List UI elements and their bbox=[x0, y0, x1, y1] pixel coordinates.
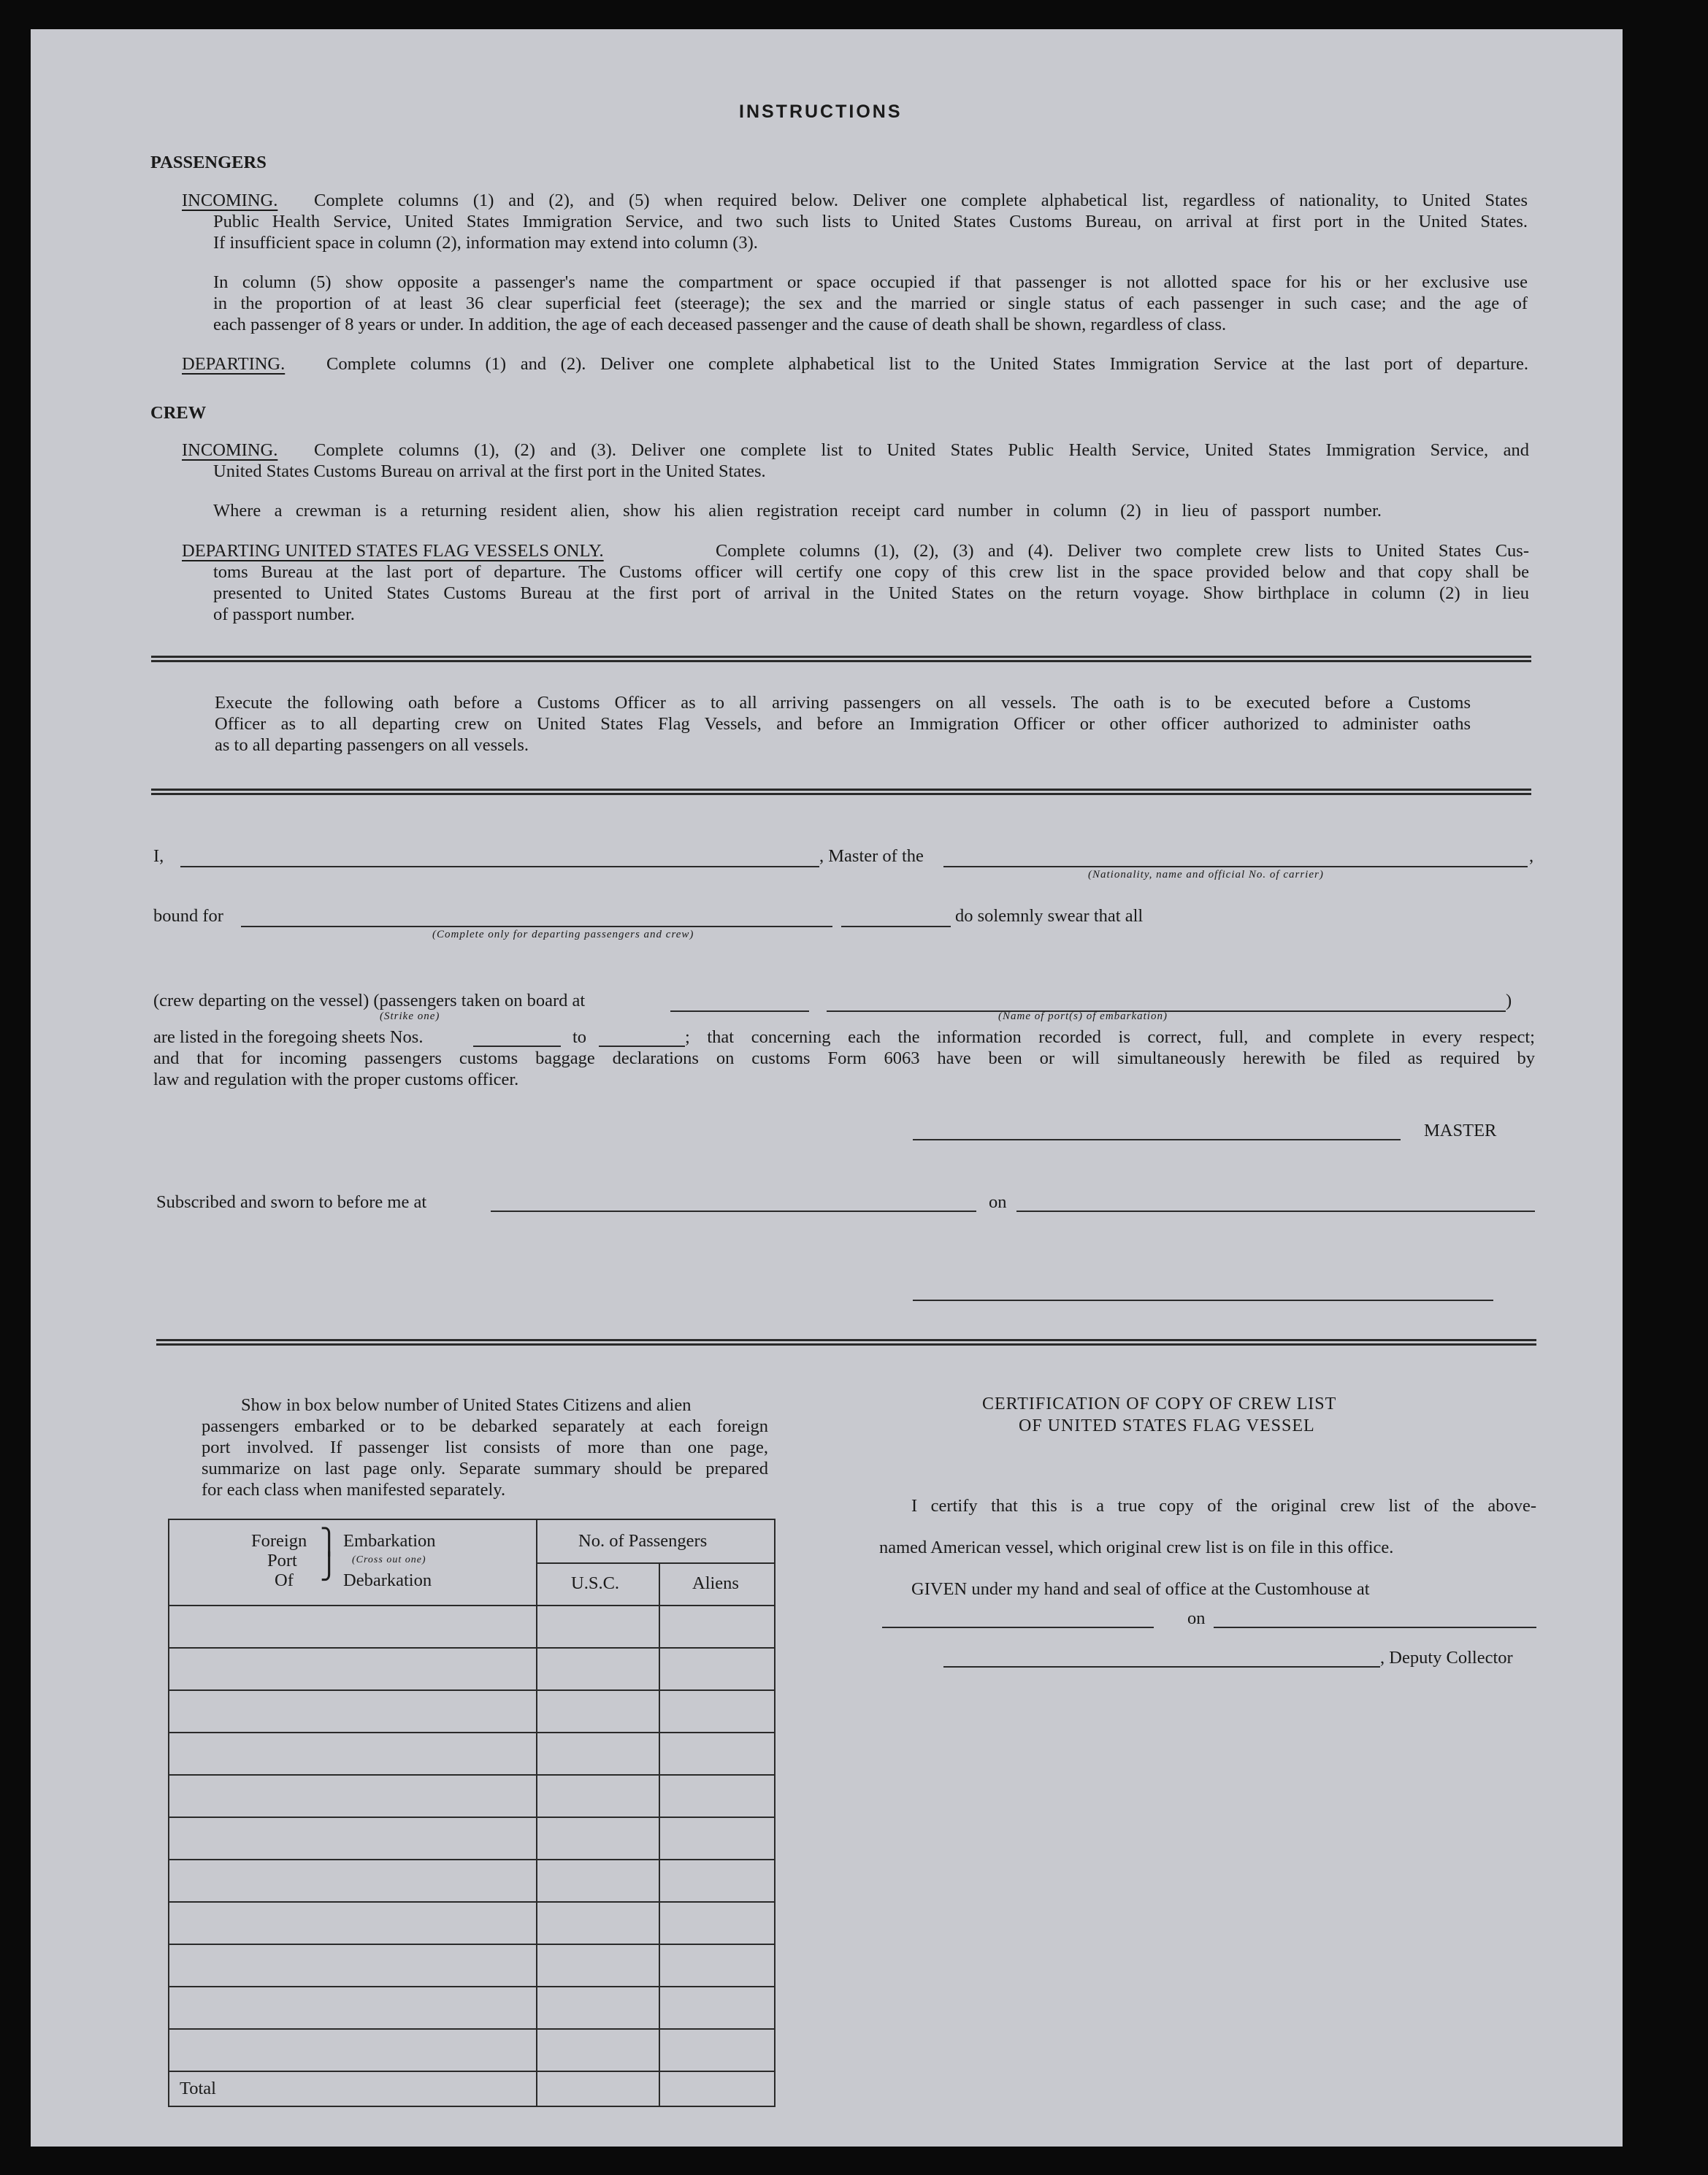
passenger-summary-table bbox=[168, 1519, 776, 2107]
oath-line-2: and that for incoming passengers customs baggage declarations on customs Form 6063 have been or will simultaneously herewith be filed as required by bbox=[153, 1048, 1535, 1068]
listed-text-b: ; that concerning each the information recorded is correct, full, and complete in every respect; bbox=[685, 1027, 1535, 1047]
master-label: MASTER bbox=[1424, 1121, 1497, 1140]
usc-header: U.S.C. bbox=[571, 1573, 620, 1593]
bound-for-caption: (Complete only for departing passengers and crew) bbox=[432, 929, 694, 940]
passengers-heading: PASSENGERS bbox=[150, 153, 267, 172]
form-page bbox=[31, 29, 1623, 2147]
cross-out-caption: (Cross out one) bbox=[352, 1554, 426, 1565]
total-label: Total bbox=[180, 2079, 216, 2098]
passengers-incoming-line-1: Complete columns (1) and (2), and (5) when required below. Deliver one complete alphabetical list, regardless of nationality, to United States bbox=[314, 191, 1528, 210]
certification-on: on bbox=[1187, 1608, 1206, 1628]
crew-incoming-line-2: United States Customs Bureau on arrival at the first port in the United States. bbox=[213, 461, 766, 481]
bound-for-label: bound for bbox=[153, 906, 223, 926]
aliens-header: Aliens bbox=[692, 1573, 739, 1593]
oath-instruction-line-1: Execute the following oath before a Customs Officer as to all arriving passengers on all vessels. The oath is to be executed before a Customs bbox=[215, 693, 1471, 713]
bound-for-field-2[interactable] bbox=[841, 926, 951, 927]
summary-instruction-line-5: for each class when manifested separately. bbox=[202, 1480, 506, 1500]
oath-instruction-line-3: as to all departing passengers on all vessels. bbox=[215, 735, 529, 755]
passengers-departing-text: Complete columns (1) and (2). Deliver one complete alphabetical list to the United States Immigration Service at the last port of departure. bbox=[326, 354, 1528, 374]
crew-departing-line-2: toms Bureau at the last port of departure. The Customs officer will certify one copy of this crew list in the space provided below and that copy shall be bbox=[213, 562, 1529, 582]
crew-incoming-label: INCOMING. bbox=[182, 440, 278, 460]
foreign-label: Foreign bbox=[251, 1531, 307, 1551]
crew-incoming-line-1: Complete columns (1), (2) and (3). Deliver one complete list to United States Public Health Service, United States Immigration Service, and bbox=[314, 440, 1529, 460]
port-label: Port bbox=[267, 1551, 297, 1570]
certification-line-1: I certify that this is a true copy of the original crew list of the above- bbox=[911, 1496, 1536, 1516]
swear-label: do solemnly swear that all bbox=[955, 906, 1144, 926]
ports-caption: (Name of port(s) of embarkation) bbox=[998, 1010, 1168, 1022]
no-passengers-header: No. of Passengers bbox=[578, 1531, 708, 1551]
subscribed-place-field[interactable] bbox=[491, 1211, 976, 1212]
master-of-the-label: , Master of the bbox=[819, 846, 924, 866]
passengers-departing-label: DEPARTING. bbox=[182, 354, 286, 374]
divider-2 bbox=[151, 789, 1531, 795]
passengers-incoming-label: INCOMING. bbox=[182, 191, 278, 210]
brace-icon-top: ⎫ bbox=[320, 1529, 339, 1556]
bound-for-field[interactable] bbox=[241, 926, 832, 927]
debarkation-label: Debarkation bbox=[343, 1570, 432, 1590]
deputy-collector-signature-field[interactable] bbox=[943, 1666, 1380, 1668]
embarkation-label: Embarkation bbox=[343, 1531, 436, 1551]
oath-i-label: I, bbox=[153, 846, 164, 866]
oath-line-3: law and regulation with the proper customs officer. bbox=[153, 1070, 519, 1089]
passengers-col5-line-1: In column (5) show opposite a passenger's name the compartment or space occupied if that passenger is not allotted space for his or her exclusive use bbox=[213, 272, 1528, 292]
subscribed-label: Subscribed and sworn to before me at bbox=[156, 1192, 427, 1212]
crew-returning-text: Where a crewman is a returning resident alien, show his alien registration receipt card number in column (2) in lieu of passport number. bbox=[213, 501, 1382, 521]
sheet-from-field[interactable] bbox=[473, 1046, 561, 1047]
crew-passengers-label: (crew departing on the vessel) (passengers taken on board at bbox=[153, 991, 586, 1010]
crew-departing-line-3: presented to United States Customs Bureau at the first port of arrival in the United States on the return voyage. Show birthplace in column (2) in lieu bbox=[213, 583, 1529, 603]
passengers-incoming-line-3: If insufficient space in column (2), information may extend into column (3). bbox=[213, 233, 758, 253]
crew-departing-label: DEPARTING UNITED STATES FLAG VESSELS ONLY. bbox=[182, 541, 604, 561]
subscribed-date-field[interactable] bbox=[1016, 1211, 1535, 1212]
certification-title-1: CERTIFICATION OF COPY OF CREW LIST bbox=[982, 1395, 1337, 1413]
crew-departing-line-4: of passport number. bbox=[213, 605, 355, 624]
passengers-col5-line-3: each passenger of 8 years or under. In addition, the age of each deceased passenger and the cause of death shall be shown, regardless of class. bbox=[213, 315, 1227, 334]
certification-line-2: named American vessel, which original crew list is on file in this office. bbox=[879, 1538, 1394, 1557]
divider-1 bbox=[151, 656, 1531, 662]
oath-instruction-line-2: Officer as to all departing crew on United States Flag Vessels, and before an Immigration Officer or other officer authorized to administer oaths bbox=[215, 714, 1471, 734]
ports-field[interactable] bbox=[670, 1010, 809, 1012]
oath-comma: , bbox=[1529, 846, 1534, 866]
crew-departing-line-1: Complete columns (1), (2), (3) and (4). Deliver two complete crew lists to United States Cus- bbox=[716, 541, 1529, 561]
carrier-caption: (Nationality, name and official No. of carrier) bbox=[1088, 869, 1324, 881]
officer-signature-field[interactable] bbox=[913, 1300, 1493, 1301]
customhouse-date-field[interactable] bbox=[1214, 1627, 1536, 1628]
summary-instruction-line-3: port involved. If passenger list consists of more than one page, bbox=[202, 1438, 768, 1457]
crew-heading: CREW bbox=[150, 403, 207, 423]
of-label: Of bbox=[275, 1570, 294, 1590]
brace-icon-bottom: ⎭ bbox=[320, 1554, 339, 1581]
subscribed-on: on bbox=[989, 1192, 1007, 1212]
customhouse-place-field[interactable] bbox=[882, 1627, 1154, 1628]
summary-instruction-line-4: summarize on last page only. Separate summary should be prepared bbox=[202, 1459, 768, 1478]
listed-to: to bbox=[572, 1027, 587, 1047]
page-title: INSTRUCTIONS bbox=[739, 101, 903, 122]
master-name-field[interactable] bbox=[180, 866, 819, 867]
master-signature-field[interactable] bbox=[913, 1139, 1401, 1140]
passengers-incoming-line-2: Public Health Service, United States Immigration Service, and two such lists to United States Customs Bureau, on arrival at first port in the United States. bbox=[213, 212, 1528, 231]
passengers-col5-line-2: in the proportion of at least 36 clear superficial feet (steerage); the sex and the married or single status of each passenger in such case; and the age of bbox=[213, 294, 1528, 313]
sheet-to-field[interactable] bbox=[599, 1046, 685, 1047]
certification-line-3: GIVEN under my hand and seal of office at the Customhouse at bbox=[911, 1579, 1370, 1599]
summary-instruction-line-1: Show in box below number of United States Citizens and alien bbox=[241, 1395, 692, 1415]
summary-instruction-line-2: passengers embarked or to be debarked separately at each foreign bbox=[202, 1416, 768, 1436]
listed-text-a: are listed in the foregoing sheets Nos. bbox=[153, 1027, 424, 1047]
divider-3 bbox=[156, 1339, 1536, 1346]
close-paren: ) bbox=[1506, 991, 1512, 1010]
deputy-collector-label: , Deputy Collector bbox=[1380, 1648, 1513, 1668]
certification-title-2: OF UNITED STATES FLAG VESSEL bbox=[1019, 1416, 1315, 1435]
strike-one-caption: (Strike one) bbox=[380, 1010, 440, 1022]
carrier-field[interactable] bbox=[943, 866, 1528, 867]
